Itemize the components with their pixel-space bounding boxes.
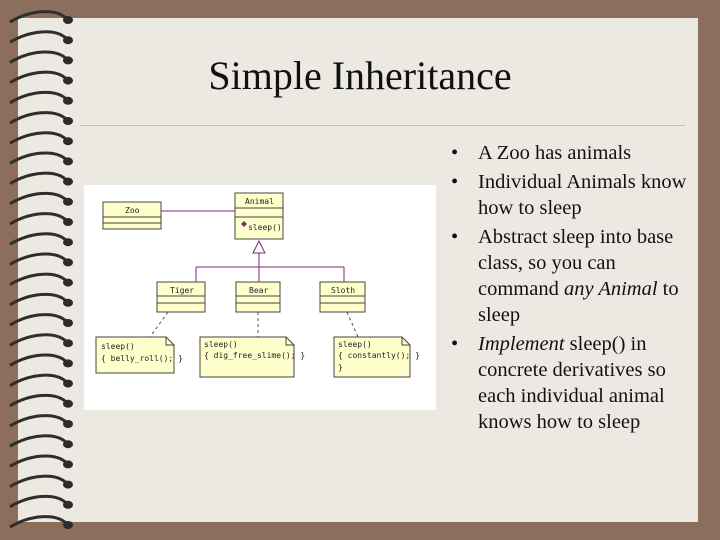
bullet-item: • Abstract sleep into base class, so you can command any Animal to sleep: [451, 226, 679, 326]
zoo-class-name: Zoo: [125, 206, 140, 215]
spiral-coil: [10, 173, 66, 183]
binding-hole: [63, 359, 73, 367]
bullet-item: • Individual Animals know how to sleep: [451, 171, 687, 219]
binding-hole: [63, 440, 73, 448]
binding-hole: [63, 481, 73, 489]
bear-note: [200, 337, 305, 377]
uml-class-diagram: [84, 185, 436, 410]
binding-hole: [63, 380, 73, 388]
spiral-coil: [10, 416, 66, 426]
spiral-coil: [10, 375, 66, 385]
binding-hole: [63, 198, 73, 206]
bear-note-line-2: { dig_free_slime(); }: [204, 351, 306, 360]
spiral-coil: [10, 355, 66, 365]
bullet-dot: •: [451, 142, 459, 164]
binding-hole: [63, 97, 73, 105]
bear-class: [236, 282, 280, 312]
spiral-coil: [10, 274, 66, 284]
bullet-item: • Implement sleep() in concrete derivatives so each individual animal knows how to sleep: [451, 333, 666, 433]
bear-class-name: Bear: [249, 286, 269, 295]
generalization-arrowhead: [253, 241, 265, 253]
slide-title: Simple Inheritance: [208, 53, 512, 98]
spiral-coil: [10, 92, 66, 102]
sloth-note: [334, 337, 420, 377]
tiger-class: [157, 282, 205, 312]
binding-hole: [63, 501, 73, 509]
animal-class-name: Animal: [245, 197, 274, 206]
sloth-note-line-1: sleep(): [338, 340, 372, 349]
sloth-class: [320, 282, 365, 312]
binding-hole: [63, 56, 73, 64]
note-anchors: [150, 312, 358, 337]
binding-hole: [63, 420, 73, 428]
binding-hole: [63, 137, 73, 145]
spiral-coil: [10, 254, 66, 264]
binding-hole: [63, 117, 73, 125]
uml-diagram-svg: [84, 185, 436, 410]
bullet-dot: •: [451, 226, 459, 248]
binding-hole: [63, 400, 73, 408]
binding-hole: [63, 279, 73, 287]
spiral-coil: [10, 153, 66, 163]
binding-hole: [63, 36, 73, 44]
binding-hole: [63, 460, 73, 468]
spiral-coil: [10, 113, 66, 123]
spiral-coil: [10, 436, 66, 446]
spiral-coil: [10, 476, 66, 486]
binding-hole: [63, 319, 73, 327]
spiral-coil: [10, 456, 66, 466]
bullet-item: • A Zoo has animals: [451, 142, 632, 164]
binding-hole: [63, 157, 73, 165]
binding-hole: [63, 521, 73, 529]
binding-hole: [63, 16, 73, 24]
animal-operation: sleep(): [248, 223, 282, 232]
tiger-note: [96, 337, 183, 373]
spiral-coil: [10, 335, 66, 345]
spiral-coil: [10, 32, 66, 42]
spiral-coil: [10, 395, 66, 405]
binding-hole: [63, 258, 73, 266]
zoo-class: [103, 202, 161, 229]
animal-class: [235, 193, 283, 239]
bullet-list: [448, 140, 698, 438]
tiger-note-line-2: { belly_roll(); }: [101, 354, 183, 363]
binding-hole: [63, 218, 73, 226]
spiral-coil: [10, 234, 66, 244]
spiral-coil: [10, 294, 66, 304]
sloth-note-line-2: { constantly(); }: [338, 351, 420, 360]
spiral-coil: [10, 72, 66, 82]
binding-hole: [63, 339, 73, 347]
spiral-coil: [10, 214, 66, 224]
binding-hole: [63, 238, 73, 246]
binding-hole: [63, 77, 73, 85]
spiral-binding: [0, 0, 80, 540]
inheritance-tree: [196, 253, 344, 282]
bullet-dot: •: [451, 171, 459, 193]
spiral-coil: [10, 133, 66, 143]
binding-hole: [63, 299, 73, 307]
sloth-class-name: Sloth: [331, 286, 356, 295]
spiral-coil: [10, 517, 66, 527]
spiral-coil: [10, 12, 66, 22]
spiral-coil: [10, 193, 66, 203]
tiger-class-name: Tiger: [170, 286, 195, 295]
spiral-coil: [10, 315, 66, 325]
bullet-dot: •: [451, 333, 459, 355]
spiral-coil: [10, 52, 66, 62]
bear-note-line-1: sleep(): [204, 340, 238, 349]
tiger-note-line-1: sleep(): [101, 342, 135, 351]
spiral-coil: [10, 496, 66, 506]
title-divider: [80, 125, 685, 126]
sloth-note-line-3: }: [338, 363, 343, 372]
binding-hole: [63, 178, 73, 186]
